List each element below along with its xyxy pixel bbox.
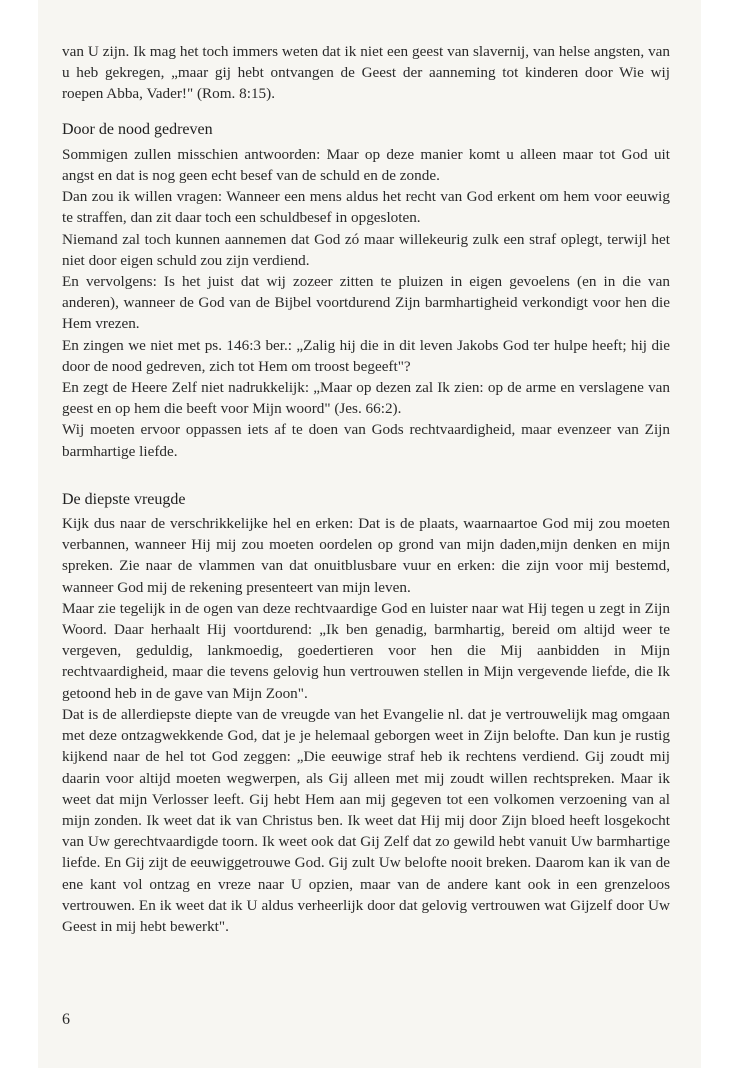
paragraph: Wij moeten ervoor oppassen iets af te doen van Gods rechtvaardigheid, maar evenzeer van Zijn barmhartige liefde. bbox=[62, 421, 670, 460]
paragraph: Sommigen zullen misschien antwoorden: Maar op deze manier komt u alleen maar tot God uit angst en dat is nog geen echt besef van de schuld en de zonde. bbox=[62, 145, 670, 185]
paragraph: Dat is de allerdiepste diepte van de vreugde van het Evangelie nl. dat je vertrouwelijk mag omgaan met deze ontzagwekkende God, dat je je helemaal geborgen weet in Zijn belofte. Dan kun je rustig kijkend naar de hel tot God zeggen: „Die eeuwige straf heb ik rechtens verdiend. Gij zoudt mij daarin voor altijd moeten wegwerpen, als Gij alleen met mij zoudt willen rechtspreken. Maar ik weet dat mijn Verlosser leeft. Gij hebt Hem aan mij gegeven tot een volkomen verzoening van al mijn zonden. Ik weet dat ik van Christus ben. Ik weet dat Hij mij door Zijn bloed heeft losgekocht van Uw gerechtvaardigde toorn. Ik weet ook dat Gij Zelf dat zo gewild hebt vanuit Uw barmhartige liefde. En Gij zijt de eeuwiggetrouwe God. Gij zult Uw belofte nooit breken. Daarom kan ik van de ene kant vol ontzag en vreze naar U opzien, maar van de andere kant ook in een grenzeloos vertrouwen. En ik weet dat ik U aldus verheerlijk door dat gelovig vertrouwen wat Gijzelf door Uw Geest in mij hebt bewerkt". bbox=[62, 705, 670, 935]
paragraph: En vervolgens: Is het juist dat wij zozeer zitten te pluizen in eigen gevoelens (en in die van anderen), wanneer de God van de Bijbel voortdurend Zijn barmhartigheid verkondigt voor hen die Hem vrezen. bbox=[62, 273, 670, 333]
section-heading-vreugde: De diepste vreugde bbox=[62, 490, 186, 508]
scan-margin-right bbox=[701, 0, 738, 1068]
paragraph: Dan zou ik willen vragen: Wanneer een mens aldus het recht van God erkent om hem voor eeuwig te straffen, dan zit daar toch een schuldbesef in opgesloten. bbox=[62, 188, 670, 227]
paragraph: En zingen we niet met ps. 146:3 ber.: „Zalig hij die in dit leven Jakobs God ter hulpe heeft; hij die door de nood gedreven, zich tot Hem om troost begeeft"? bbox=[62, 336, 670, 375]
paragraph: Kijk dus naar de verschrikkelijke hel en erken: Dat is de plaats, waarnaartoe God mij zou moeten verbannen, wanneer Hij mij zou moeten oordelen op grond van mijn daden,mijn denken en mijn spreken. Zie naar de vlammen van dat onuitblusbare vuur en erken: die zijn voor mij bestemd, wanneer God mij de rekening presenteert van mijn leven. bbox=[62, 515, 670, 596]
intro-paragraph: van U zijn. Ik mag het toch immers weten dat ik niet een geest van slavernij, van helse angsten, van u heb gekregen, „maar gij hebt ontvangen de Geest der aanneming tot kinderen door Wie wij roepen Abba, Vader!" (Rom. 8:15). bbox=[62, 43, 670, 103]
page-body bbox=[62, 41, 670, 937]
paragraph: En zegt de Heere Zelf niet nadrukkelijk: „Maar op dezen zal Ik zien: op de arme en verslagene van geest en op hem die beeft voor Mijn woord" (Jes. 66:2). bbox=[62, 379, 670, 418]
section-heading-nood: Door de nood gedreven bbox=[62, 120, 213, 138]
paragraph: Niemand zal toch kunnen aannemen dat God zó maar willekeurig zulk een straf oplegt, terwijl het niet door eigen schuld zou zijn verdiend. bbox=[62, 230, 670, 269]
paragraph: Maar zie tegelijk in de ogen van deze rechtvaardige God en luister naar wat Hij tegen u zegt in Zijn Woord. Daar herhaalt Hij voortdurend: „Ik ben genadig, barmhartig, bereid om altijd weer te vergeven, geduldig, lankmoedig, goedertieren voor hen die Mij aanbidden in Mijn rechtvaardigheid, maar die tevens gelovig hun vertrouwen stellen in Mijn vergevende liefde, die Ik getoond heb in de gave van Mijn Zoon". bbox=[62, 599, 670, 702]
page-number: 6 bbox=[62, 1011, 70, 1028]
scan-margin-left bbox=[0, 0, 38, 1068]
